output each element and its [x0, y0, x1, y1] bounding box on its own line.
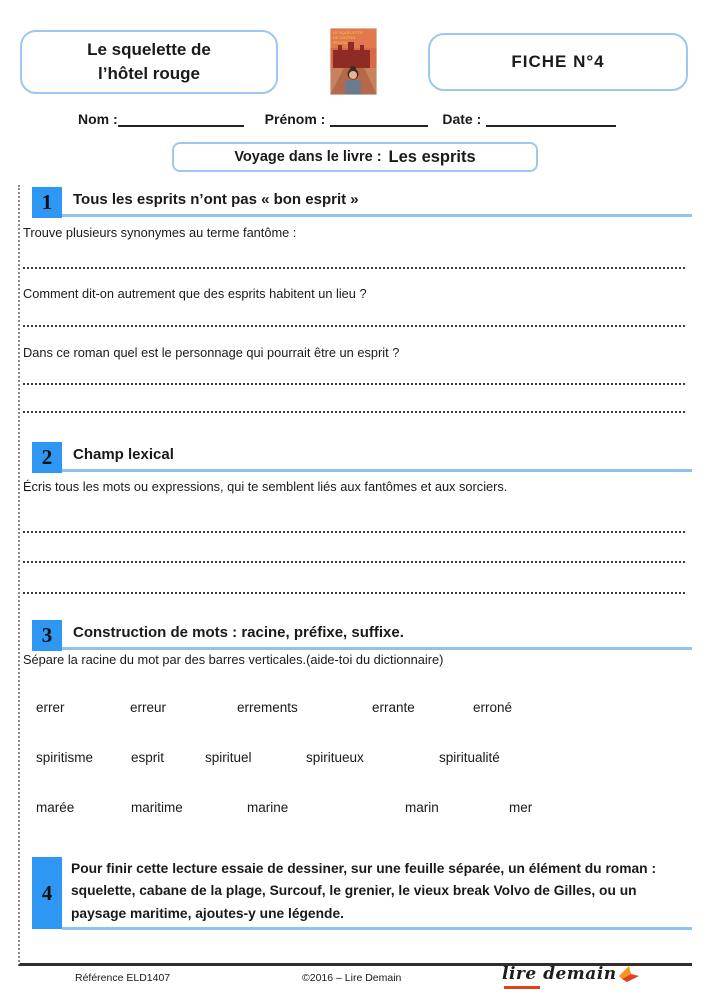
section-2-number: 2 [32, 442, 62, 473]
logo-tagline-mark [504, 986, 540, 989]
section-3-header [20, 620, 692, 651]
footer-reference: Référence ELD1407 [75, 972, 171, 984]
fiche-label: FICHE N°4 [511, 52, 605, 71]
identity-row [78, 110, 648, 127]
word-item: marine [247, 800, 289, 815]
section-2-title: Champ lexical [73, 446, 174, 463]
prenom-label: Prénom : [264, 111, 326, 127]
word-item: marée [36, 800, 75, 815]
book-title-line2: l’hôtel rouge [98, 64, 200, 83]
section-4-number: 4 [32, 857, 62, 929]
answer-line[interactable] [23, 531, 685, 533]
word-item: spiritualité [439, 750, 500, 765]
answer-line[interactable] [23, 561, 685, 563]
prenom-blank[interactable] [330, 110, 428, 127]
subtitle-banner [172, 142, 538, 172]
cover-title-text: ROUGE [333, 40, 348, 45]
book-title-box [20, 30, 278, 94]
answer-line[interactable] [23, 383, 685, 385]
word-item: spiritisme [36, 750, 94, 765]
section-4-instruction: Pour finir cette lecture essaie de dessiner, sur une feuille séparée, un élément du roman : squelette, cabane de la plage, Surcouf, le grenier, le vieux break Volvo de Gilles, ou un paysage maritime, ajoutes-y une légende. [71, 861, 657, 921]
word-item: mer [509, 800, 533, 815]
word-item: erroné [473, 700, 513, 715]
fiche-number-box [428, 33, 688, 91]
subtitle-prefix: Voyage dans le livre : [234, 149, 382, 165]
word-item: erreur [130, 700, 167, 715]
publisher-logo [502, 964, 641, 984]
date-blank[interactable] [486, 110, 616, 127]
word-item: errements [237, 700, 298, 715]
section-underline [62, 927, 692, 930]
worksheet-body [18, 185, 692, 966]
question-text: Dans ce roman quel est le personnage qui pourrait être un esprit ? [23, 345, 400, 360]
word-item: errer [36, 700, 65, 715]
answer-line[interactable] [23, 411, 685, 413]
nom-label: Nom : [78, 111, 118, 127]
question-text: Comment dit-on autrement que des esprits habitent un lieu ? [23, 286, 367, 301]
word-item: spirituel [205, 750, 252, 765]
footer-copyright: ©2016 – Lire Demain [302, 972, 402, 984]
word-item: marin [405, 800, 439, 815]
section-3-number: 3 [32, 620, 62, 651]
word-row [20, 700, 692, 718]
word-row [20, 750, 692, 768]
answer-line[interactable] [23, 592, 685, 594]
word-row [20, 800, 692, 818]
instruction-text: Sépare la racine du mot par des barres verticales.(aide-toi du dictionnaire) [23, 652, 444, 667]
book-cover-image [330, 28, 377, 95]
section-4-header [20, 857, 692, 933]
book-title-line1: Le squelette de [87, 40, 211, 60]
date-label: Date : [442, 111, 482, 127]
subtitle-emphasis: Les esprits [388, 147, 476, 166]
answer-line[interactable] [23, 267, 685, 269]
publisher-logo-text: lire demain [502, 964, 617, 984]
section-underline [62, 647, 692, 650]
section-1-title: Tous les esprits n’ont pas « bon esprit » [73, 191, 359, 208]
section-underline [62, 214, 692, 217]
section-3-title: Construction de mots : racine, préfixe, suffixe. [73, 624, 404, 641]
word-item: esprit [131, 750, 165, 765]
instruction-text: Écris tous les mots ou expressions, qui te semblent liés aux fantômes et aux sorciers. [23, 479, 508, 494]
word-item: spiritueux [306, 750, 364, 765]
section-1-number: 1 [32, 187, 62, 218]
section-underline [62, 469, 692, 472]
question-text: Trouve plusieurs synonymes au terme fantôme : [23, 225, 297, 240]
section-2-header [20, 442, 692, 473]
cover-title-text: LE SQUELETTE [333, 30, 363, 35]
word-item: errante [372, 700, 415, 715]
cover-title-text: DE L’HÔTEL [333, 35, 356, 40]
logo-swoosh-icon [617, 964, 641, 984]
word-item: maritime [131, 800, 183, 815]
section-1-header [20, 187, 692, 218]
answer-line[interactable] [23, 325, 685, 327]
nom-blank[interactable] [118, 110, 244, 127]
